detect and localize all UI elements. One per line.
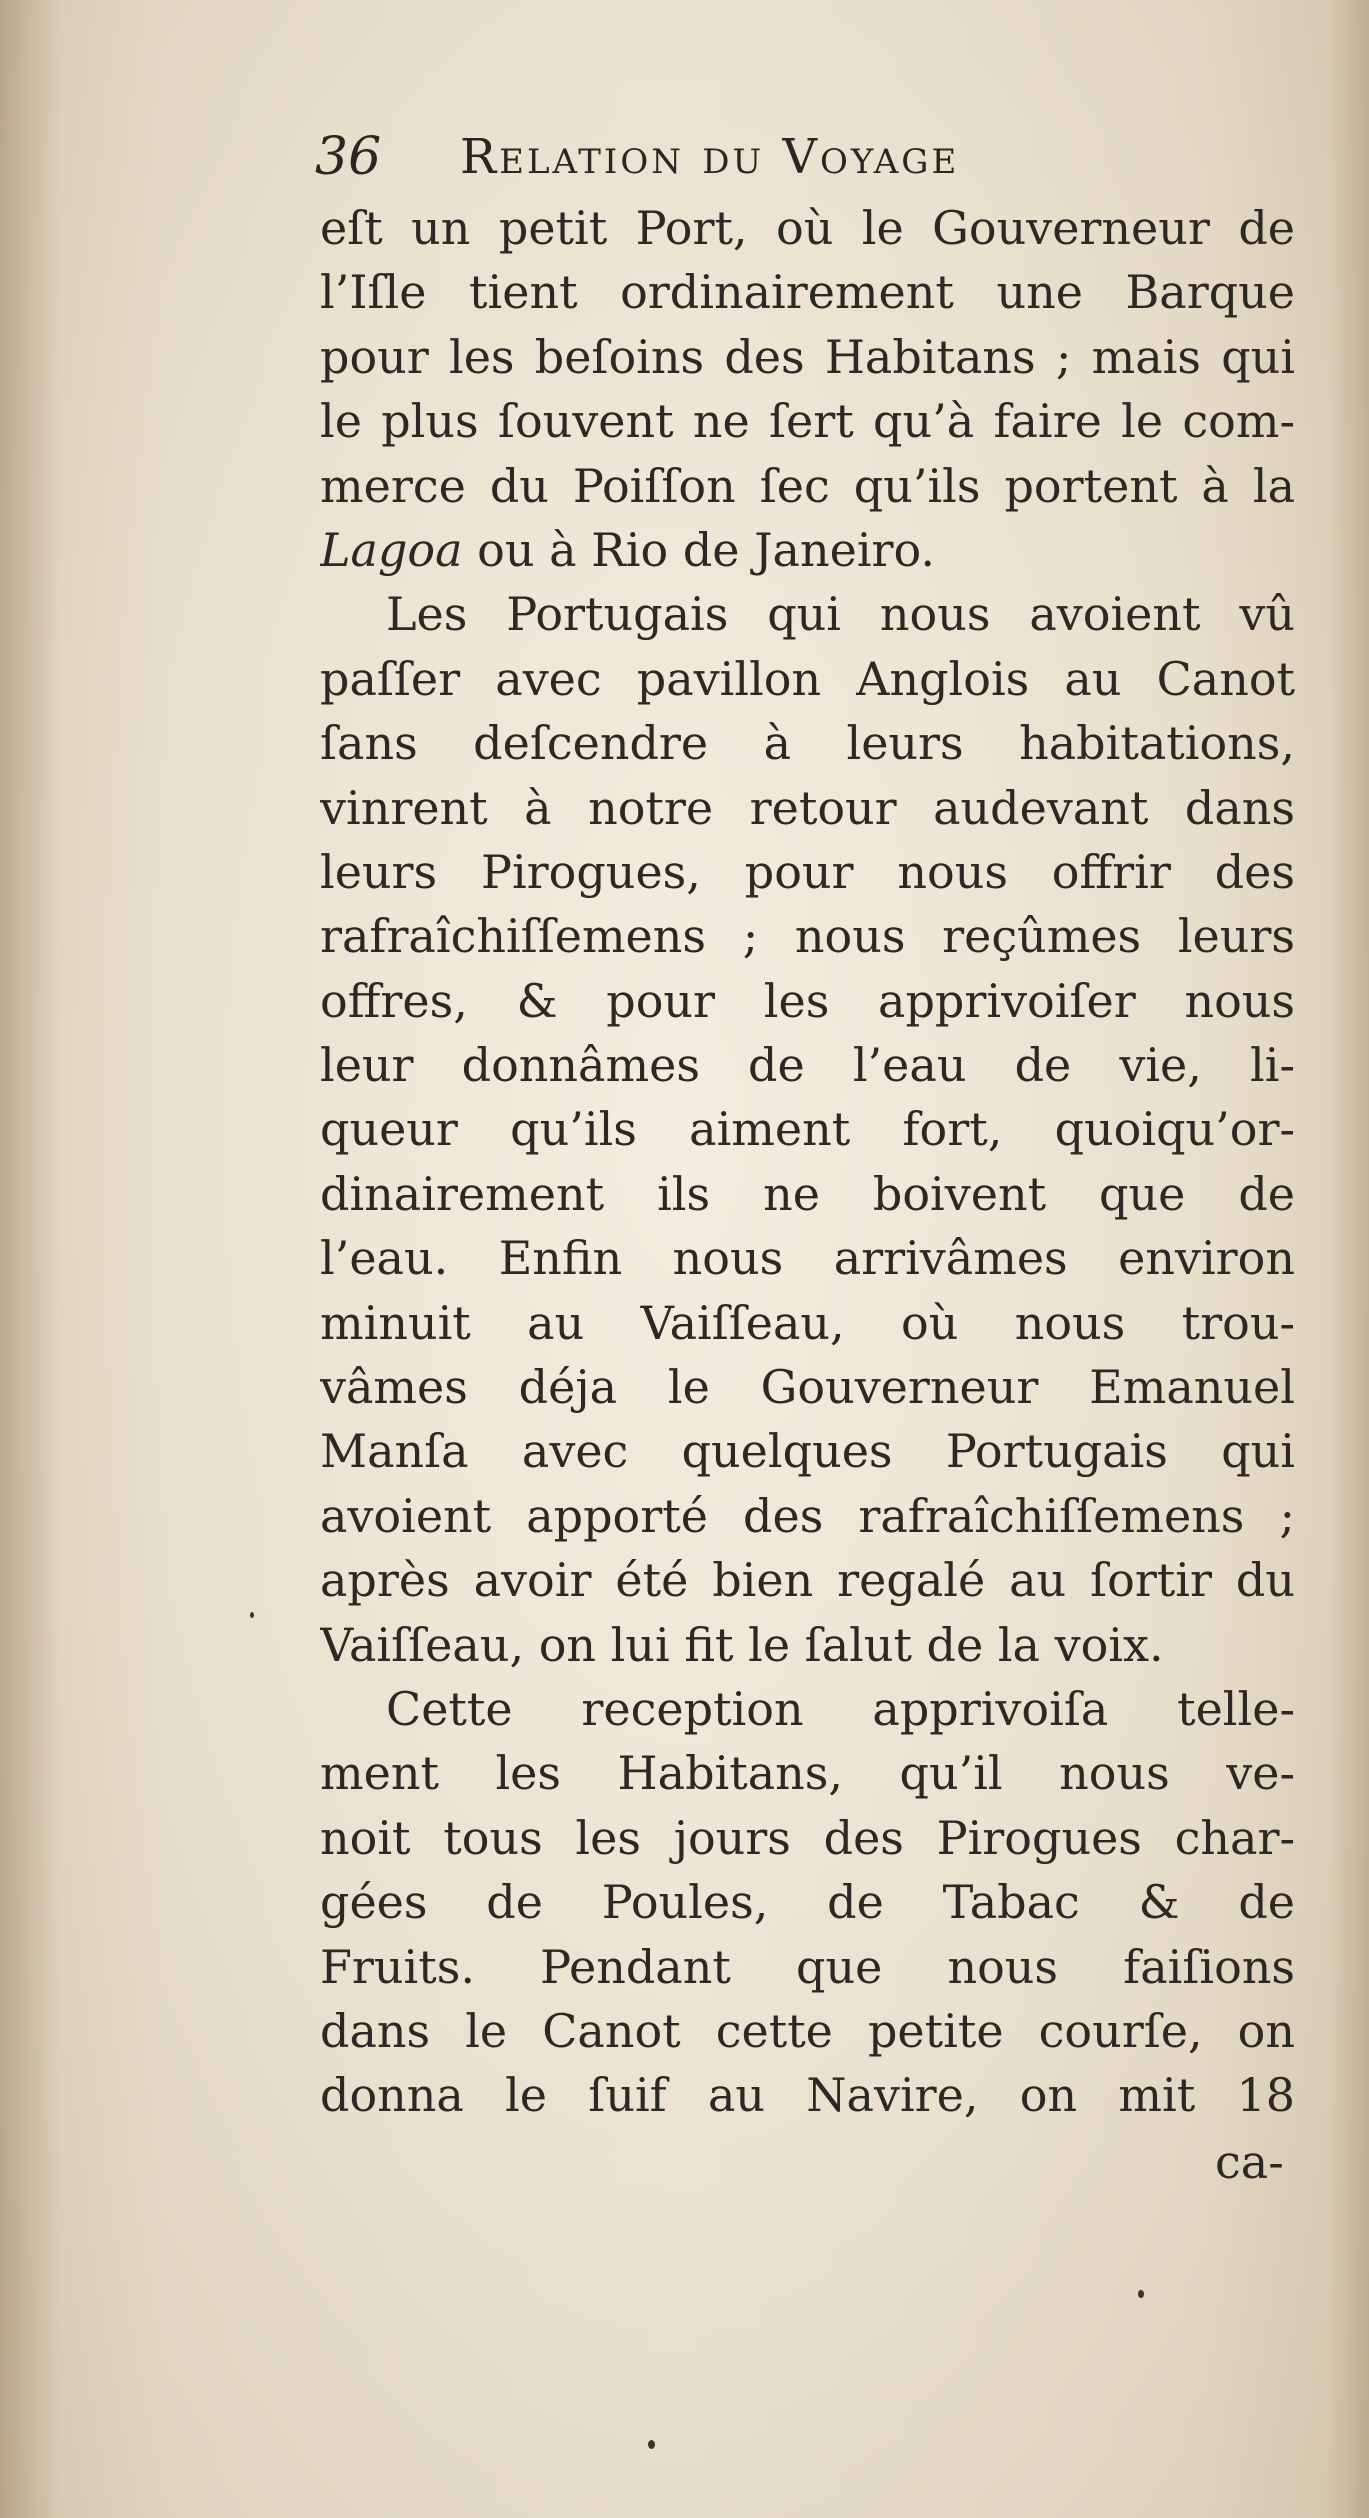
text-line: Manſa avec quelques Portugais qui <box>320 1424 1295 1479</box>
text-line: donna le ſuif au Navire, on mit 18 <box>320 2068 1295 2123</box>
text-line: queur qu’ils aiment fort, quoiqu’or- <box>320 1102 1295 1157</box>
page-shadow-left <box>0 0 60 2518</box>
text-line: noit tous les jours des Pirogues char- <box>320 1810 1295 1865</box>
ink-speck <box>1138 2290 1144 2298</box>
running-head <box>315 122 1135 192</box>
ink-speck <box>250 1612 254 1618</box>
text-line: merce du Poiſſon ſec qu’ils portent à la <box>320 458 1295 513</box>
text-line: leurs Pirogues, pour nous offrir des <box>320 844 1295 899</box>
text-line: rafraîchiſſemens ; nous reçûmes leurs <box>320 909 1295 964</box>
ink-speck <box>648 2440 655 2449</box>
text-line: vâmes déja le Gouverneur Emanuel <box>320 1360 1295 1415</box>
text-line: gées de Poules, de Tabac & de <box>320 1875 1295 1930</box>
text-line: avoient apporté des rafraîchiſſemens ; <box>320 1488 1295 1543</box>
text-line: pour les beſoins des Habitans ; mais qui <box>320 329 1295 384</box>
text-line: l’eau. Enfin nous arrivâmes environ <box>320 1231 1295 1286</box>
text-line-rest: ou à Rio de Janeiro. <box>462 522 936 577</box>
text-line: leur donnâmes de l’eau de vie, li- <box>320 1038 1295 1093</box>
paragraph-first-line: Cette reception apprivoiſa telle- <box>386 1681 1295 1736</box>
page-shadow-right <box>1329 0 1369 2518</box>
text-line: le plus ſouvent ne ſert qu’à faire le com- <box>320 394 1295 449</box>
text-line: dinairement ils ne boivent que de <box>320 1166 1295 1221</box>
text-line: vinrent à notre retour audevant dans <box>320 780 1295 835</box>
place-name-italic: Lagoa <box>320 522 463 577</box>
page-number: 36 <box>315 127 382 187</box>
text-line: offres, & pour les apprivoiſer nous <box>320 973 1295 1028</box>
text-line: Fruits. Pendant que nous faiſions <box>320 1939 1295 1994</box>
catchword: ca- <box>1215 2135 1284 2189</box>
running-title: Relation du Voyage <box>460 129 960 185</box>
text-line: après avoir été bien regalé au ſortir du <box>320 1553 1295 1608</box>
text-line: minuit au Vaiſſeau, où nous trou- <box>320 1295 1295 1350</box>
text-line: l’Iſle tient ordinairement une Barque <box>320 265 1295 320</box>
text-line: dans le Canot cette petite courſe, on <box>320 2003 1295 2058</box>
text-line <box>320 518 1295 582</box>
text-line: Vaiſſeau, on lui fit le ſalut de la voix. <box>320 1617 1164 1672</box>
text-line: ment les Habitans, qu’il nous ve- <box>320 1746 1295 1801</box>
body-text <box>320 196 1295 2128</box>
text-line: paſſer avec pavillon Anglois au Canot <box>320 651 1295 706</box>
paragraph-first-line: Les Portugais qui nous avoient vû <box>386 587 1295 642</box>
text-line: eſt un petit Port, où le Gouverneur de <box>320 201 1295 255</box>
text-line: ſans deſcendre à leurs habitations, <box>320 716 1295 771</box>
